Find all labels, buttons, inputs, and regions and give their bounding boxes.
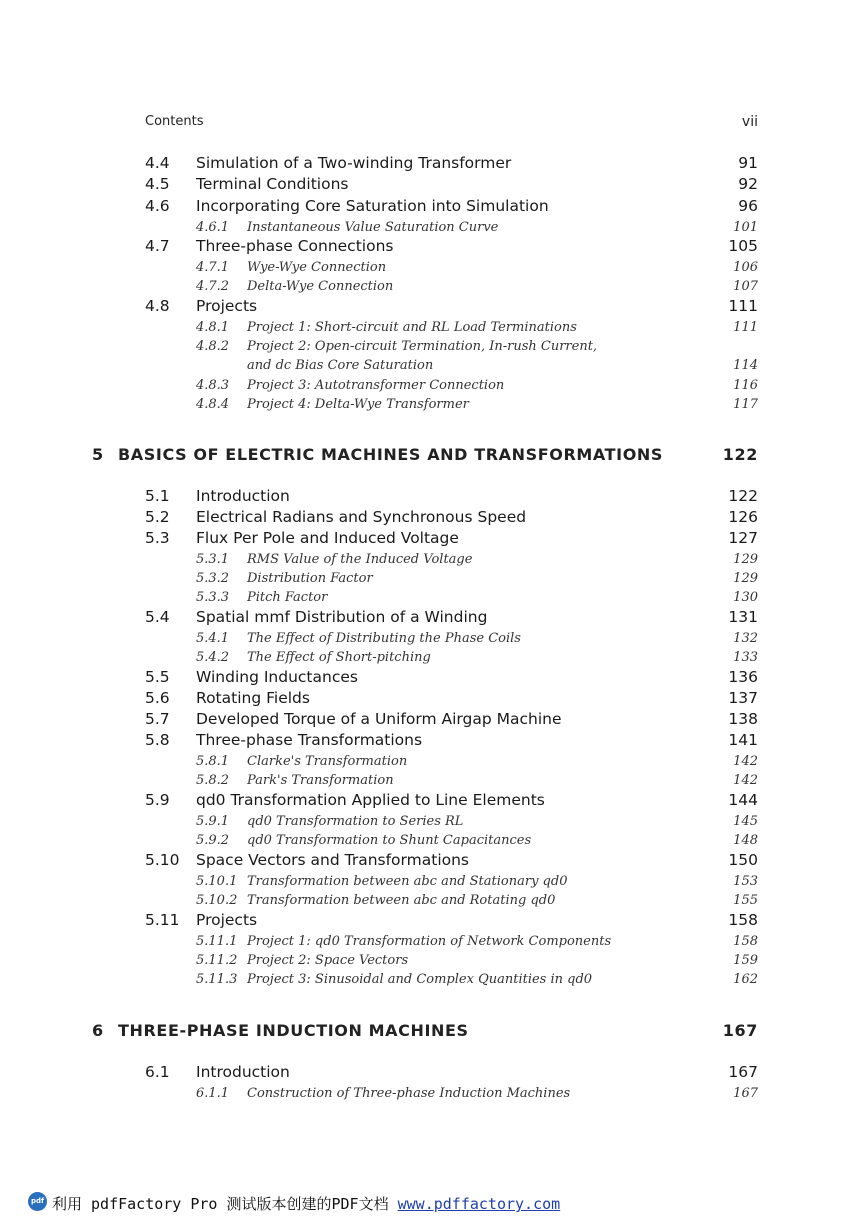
entry-title: Transformation between abc and Stationary qd0 (247, 874, 568, 889)
toc-section[interactable] (0, 731, 868, 751)
entry-number: 4.8.1 (196, 320, 230, 335)
entry-page: 105 (728, 237, 758, 255)
toc-section[interactable] (0, 710, 868, 730)
entry-number: 5.4.2 (196, 650, 230, 665)
entry-title: Three-phase Transformations (196, 731, 423, 749)
entry-number: 5.2 (145, 508, 170, 526)
entry-page: 136 (728, 668, 758, 686)
entry-title: BASICS OF ELECTRIC MACHINES AND TRANSFORMATIONS (118, 445, 664, 464)
entry-title: Project 2: Space Vectors (247, 953, 409, 968)
toc-subsection[interactable] (0, 588, 868, 608)
toc-section[interactable] (0, 297, 868, 317)
entry-number: 4.7.2 (196, 279, 230, 294)
toc-section[interactable] (0, 1063, 868, 1083)
entry-title: RMS Value of the Induced Voltage (247, 552, 473, 567)
entry-title: Incorporating Core Saturation into Simulation (196, 197, 549, 215)
entry-number: 5.4.1 (196, 631, 230, 646)
entry-page: 127 (728, 529, 758, 547)
entry-number: 5.9.2 (196, 833, 230, 848)
toc-subsection[interactable] (0, 831, 868, 851)
entry-page: 162 (733, 972, 758, 987)
entry-number: 5.9.1 (196, 814, 230, 829)
toc-section[interactable] (0, 791, 868, 811)
entry-number: 5.3.3 (196, 590, 230, 605)
entry-title: Projects (196, 297, 258, 315)
entry-page: 167 (733, 1086, 758, 1101)
entry-page: 92 (738, 175, 758, 193)
entry-number: 6 (92, 1021, 104, 1040)
entry-number: 4.5 (145, 175, 170, 193)
toc-subsection[interactable] (0, 277, 868, 297)
toc-subsection[interactable] (0, 752, 868, 772)
entry-page: 137 (728, 689, 758, 707)
entry-page: 145 (733, 814, 758, 829)
toc-subsection[interactable] (0, 258, 868, 278)
entry-title: Introduction (196, 1063, 290, 1081)
entry-title: The Effect of Distributing the Phase Coils (247, 631, 521, 646)
entry-page: 130 (733, 590, 758, 605)
entry-number: 4.8.4 (196, 397, 230, 412)
entry-page: 144 (728, 791, 758, 809)
entry-page: 153 (733, 874, 758, 889)
entry-title: Developed Torque of a Uniform Airgap Machine (196, 710, 562, 728)
entry-title: Terminal Conditions (196, 175, 349, 193)
entry-title: Pitch Factor (247, 590, 328, 605)
entry-title: Winding Inductances (196, 668, 358, 686)
entry-number: 4.7.1 (196, 260, 230, 275)
entry-title: Delta-Wye Connection (247, 279, 394, 294)
entry-page: 107 (733, 279, 758, 294)
entry-title: Project 3: Autotransformer Connection (247, 378, 505, 393)
entry-page: 91 (738, 154, 758, 172)
entry-number: 5.11.1 (196, 934, 238, 949)
entry-number: 5.1 (145, 487, 170, 505)
toc-subsection[interactable] (0, 1084, 868, 1104)
entry-number: 5.11.2 (196, 953, 238, 968)
entry-page: 122 (722, 445, 758, 464)
entry-number: 5.11.3 (196, 972, 238, 987)
toc-subsection[interactable] (0, 569, 868, 589)
entry-page: 129 (733, 552, 758, 567)
toc-subsection[interactable] (0, 812, 868, 832)
toc-subsection[interactable] (0, 932, 868, 952)
entry-page: 101 (733, 220, 758, 235)
entry-page: 133 (733, 650, 758, 665)
entry-title: Instantaneous Value Saturation Curve (247, 220, 499, 235)
entry-page: 167 (728, 1063, 758, 1081)
entry-title: Simulation of a Two-winding Transformer (196, 154, 512, 172)
entry-number: 4.4 (145, 154, 170, 172)
entry-page: 138 (728, 710, 758, 728)
entry-title: Distribution Factor (247, 571, 373, 586)
entry-number: 5.8.2 (196, 773, 230, 788)
entry-title: Spatial mmf Distribution of a Winding (196, 608, 488, 626)
page-number: vii (741, 114, 758, 130)
entry-title: qd0 Transformation to Series RL (247, 814, 464, 829)
entry-title: Project 4: Delta-Wye Transformer (247, 397, 469, 412)
entry-number: 5.3.1 (196, 552, 230, 567)
toc-subsection[interactable] (0, 318, 868, 338)
toc-subsection[interactable] (0, 376, 868, 396)
entry-number: 4.7 (145, 237, 170, 255)
toc-section[interactable] (0, 237, 868, 257)
entry-page: 148 (733, 833, 758, 848)
entry-number: 5.8 (145, 731, 170, 749)
entry-number: 5.10.2 (196, 893, 238, 908)
entry-number: 5.10 (145, 851, 180, 869)
entry-page: 158 (728, 911, 758, 929)
toc-section[interactable] (0, 175, 868, 195)
entry-page: 142 (733, 773, 758, 788)
toc-subsection[interactable] (0, 648, 868, 668)
entry-number: 5.9 (145, 791, 170, 809)
toc-section[interactable] (0, 689, 868, 709)
entry-title: Flux Per Pole and Induced Voltage (196, 529, 459, 547)
entry-page: 131 (728, 608, 758, 626)
toc-chapter[interactable] (0, 445, 868, 465)
entry-page: 117 (733, 397, 758, 412)
entry-page: 122 (728, 487, 758, 505)
entry-title: THREE-PHASE INDUCTION MACHINES (118, 1021, 469, 1040)
entry-page: 111 (728, 297, 758, 315)
pdf-logo-icon: pdf (28, 1192, 47, 1211)
entry-number: 4.6.1 (196, 220, 230, 235)
entry-page: 150 (728, 851, 758, 869)
entry-page: 159 (733, 953, 758, 968)
entry-page: 129 (733, 571, 758, 586)
entry-number: 5.6 (145, 689, 170, 707)
entry-title: Project 1: qd0 Transformation of Network Components (247, 934, 612, 949)
entry-title: Clarke's Transformation (247, 754, 408, 769)
toc-section[interactable] (0, 487, 868, 507)
entry-number: 4.8 (145, 297, 170, 315)
entry-page: 114 (733, 358, 758, 373)
entry-title: qd0 Transformation Applied to Line Elements (196, 791, 545, 809)
entry-title: Construction of Three-phase Induction Machines (247, 1086, 571, 1101)
entry-number: 5.10.1 (196, 874, 238, 889)
entry-page: 158 (733, 934, 758, 949)
entry-title: Transformation between abc and Rotating qd0 (247, 893, 556, 908)
entry-title: Three-phase Connections (196, 237, 394, 255)
entry-number: 6.1.1 (196, 1086, 230, 1101)
entry-title: and dc Bias Core Saturation (247, 358, 434, 373)
entry-number: 4.8.2 (196, 339, 230, 354)
running-head-title: Contents (145, 114, 204, 129)
entry-number: 5.3.2 (196, 571, 230, 586)
toc-section[interactable] (0, 608, 868, 628)
entry-page: 142 (733, 754, 758, 769)
toc-subsection[interactable] (0, 970, 868, 990)
entry-number: 5.3 (145, 529, 170, 547)
entry-number: 5.11 (145, 911, 180, 929)
toc-subsection[interactable] (0, 337, 868, 357)
toc-section[interactable] (0, 197, 868, 217)
entry-title: Project 3: Sinusoidal and Complex Quantities in qd0 (247, 972, 593, 987)
toc-section[interactable] (0, 529, 868, 549)
footer-text: 利用 pdfFactory Pro 测试版本创建的PDF文档 (52, 1195, 398, 1213)
entry-title: qd0 Transformation to Shunt Capacitances (247, 833, 532, 848)
toc-section[interactable] (0, 911, 868, 931)
toc-subsection[interactable] (0, 218, 868, 238)
entry-page: 155 (733, 893, 758, 908)
entry-title: Electrical Radians and Synchronous Speed (196, 508, 527, 526)
entry-title: Project 2: Open-circuit Termination, In-rush Current, (247, 339, 598, 354)
entry-number: 4.8.3 (196, 378, 230, 393)
running-head (145, 114, 758, 132)
entry-title: Introduction (196, 487, 290, 505)
toc-chapter[interactable] (0, 1021, 868, 1041)
entry-title: Space Vectors and Transformations (196, 851, 470, 869)
entry-page: 111 (733, 320, 758, 335)
entry-page: 106 (733, 260, 758, 275)
entry-number: 6.1 (145, 1063, 170, 1081)
toc-subsection[interactable] (0, 771, 868, 791)
entry-page: 167 (722, 1021, 758, 1040)
entry-page: 132 (733, 631, 758, 646)
footer-link[interactable]: www.pdffactory.com (397, 1195, 561, 1213)
entry-title: Projects (196, 911, 258, 929)
entry-number: 5.7 (145, 710, 170, 728)
toc-section[interactable] (0, 508, 868, 528)
toc-subsection[interactable] (0, 395, 868, 415)
entry-title: Rotating Fields (196, 689, 310, 707)
toc-subsection[interactable] (0, 550, 868, 570)
entry-page: 126 (728, 508, 758, 526)
entry-page: 116 (733, 378, 758, 393)
entry-title: The Effect of Short-pitching (247, 650, 431, 665)
entry-page: 141 (728, 731, 758, 749)
toc-subsection[interactable] (0, 629, 868, 649)
entry-title: Park's Transformation (247, 773, 394, 788)
toc-section[interactable] (0, 851, 868, 871)
toc-subsection[interactable] (0, 891, 868, 911)
entry-number: 5 (92, 445, 104, 464)
toc-section[interactable] (0, 668, 868, 688)
toc-subsection[interactable] (0, 356, 868, 376)
entry-title: Project 1: Short-circuit and RL Load Terminations (247, 320, 577, 335)
entry-number: 5.5 (145, 668, 170, 686)
entry-number: 5.4 (145, 608, 170, 626)
toc-subsection[interactable] (0, 872, 868, 892)
entry-page: 96 (738, 197, 758, 215)
toc-section[interactable] (0, 154, 868, 174)
entry-title: Wye-Wye Connection (247, 260, 387, 275)
entry-number: 5.8.1 (196, 754, 230, 769)
entry-number: 4.6 (145, 197, 170, 215)
toc-subsection[interactable] (0, 951, 868, 971)
